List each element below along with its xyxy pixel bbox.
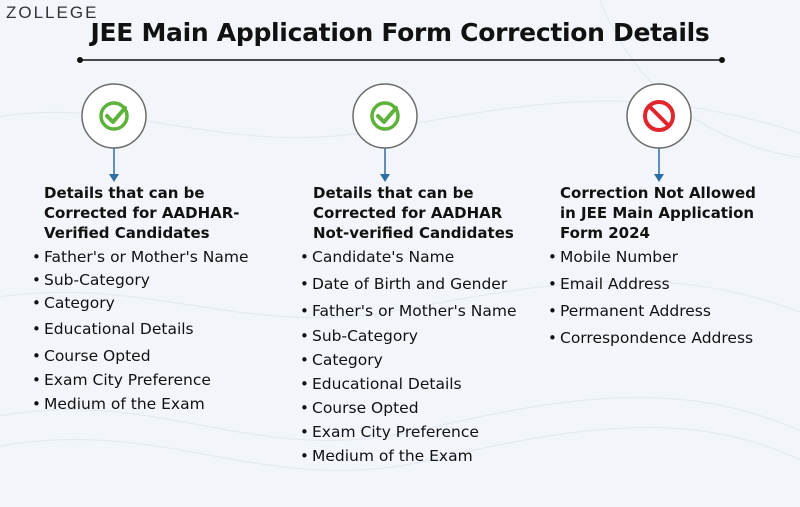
list-item: • Course Opted bbox=[32, 347, 151, 365]
column-title: Correction Not Allowed in JEE Main Application Form 2024 bbox=[560, 184, 756, 242]
list-item: • Candidate's Name bbox=[300, 248, 455, 266]
column-title: Details that can be Corrected for AADHAR Not-verified Candidates bbox=[313, 184, 514, 242]
list-item: • Category bbox=[300, 351, 383, 369]
column-title: Details that can be Corrected for AADHAR- Verified Candidates bbox=[44, 184, 240, 242]
list-item: • Permanent Address bbox=[548, 302, 711, 320]
list-item: • Course Opted bbox=[300, 399, 419, 417]
check-circle-icon bbox=[345, 80, 425, 200]
list-item: • Category bbox=[32, 294, 115, 312]
list-item: • Exam City Preference bbox=[32, 371, 211, 389]
list-item: • Father's or Mother's Name bbox=[32, 248, 249, 266]
list-item: • Exam City Preference bbox=[300, 423, 479, 441]
list-item: • Medium of the Exam bbox=[300, 447, 473, 465]
list-item: • Date of Birth and Gender bbox=[300, 275, 508, 293]
zollege-logo: ZOLLEGE bbox=[6, 3, 99, 22]
title-underline bbox=[76, 53, 726, 67]
list-item: • Mobile Number bbox=[548, 248, 679, 266]
list-item: • Medium of the Exam bbox=[32, 395, 205, 413]
check-circle-icon bbox=[74, 80, 154, 200]
list-item: • Correspondence Address bbox=[548, 329, 754, 347]
list-item: • Sub-Category bbox=[32, 271, 150, 289]
list-item: • Educational Details bbox=[32, 320, 194, 338]
list-item: • Father's or Mother's Name bbox=[300, 302, 517, 320]
list-item: • Sub-Category bbox=[300, 327, 418, 345]
list-item: • Educational Details bbox=[300, 375, 462, 393]
no-entry-icon bbox=[619, 80, 699, 200]
list-item: • Email Address bbox=[548, 275, 670, 293]
page-title: JEE Main Application Form Correction Details bbox=[90, 18, 710, 47]
